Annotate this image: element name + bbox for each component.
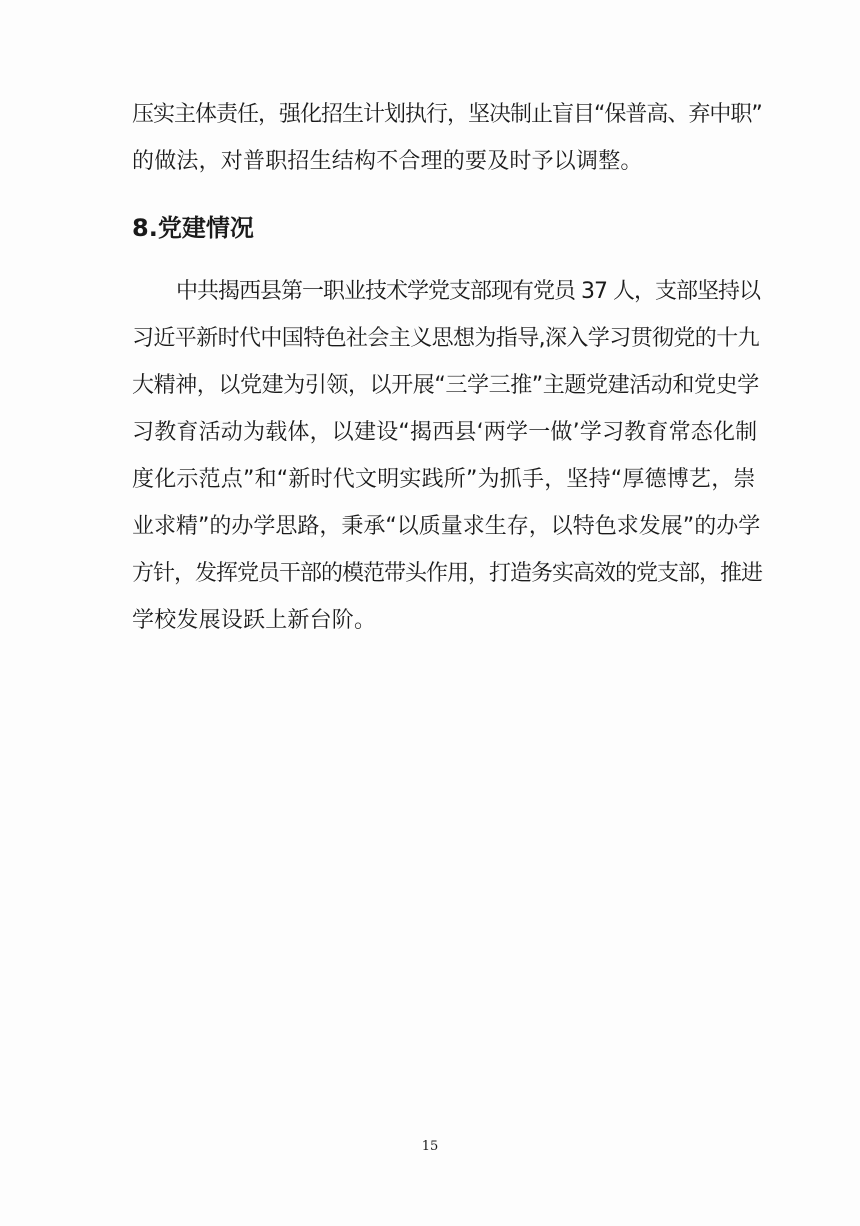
paragraph2-line-5: 度化示范点”和“新时代文明实践所”为抓手，坚持“厚德博艺，崇 bbox=[132, 467, 756, 492]
page-number: 15 bbox=[421, 1139, 439, 1154]
paragraph2-line-6: 业求精”的办学思路，秉承“以质量求生存，以特色求发展”的办学 bbox=[132, 514, 761, 539]
paragraph2-line-8: 学校发展设跃上新台阶。 bbox=[132, 608, 377, 633]
paragraph1-line-1: 压实主体责任，强化招生计划执行，坚决制止盲目“保普高、弃中职” bbox=[132, 102, 762, 127]
section-heading: 8.党建情况 bbox=[132, 214, 254, 242]
paragraph2-line-3: 大精神，以党建为引领，以开展“三学三推”主题党建活动和党史学 bbox=[132, 373, 759, 398]
paragraph1-line-2: 的做法，对普职招生结构不合理的要及时予以调整。 bbox=[132, 149, 643, 174]
paragraph2-line-2: 习近平新时代中国特色社会主义思想为指导,深入学习贯彻党的十九 bbox=[132, 326, 759, 351]
paragraph2-line-1: 中共揭西县第一职业技术学党支部现有党员 37 人，支部坚持以 bbox=[176, 279, 760, 304]
paragraph2-line-7: 方针，发挥党员干部的模范带头作用，打造务实高效的党支部，推进 bbox=[132, 561, 763, 586]
paragraph2-line-4: 习教育活动为载体，以建设“揭西县‘两学一做’学习教育常态化制 bbox=[132, 420, 758, 445]
